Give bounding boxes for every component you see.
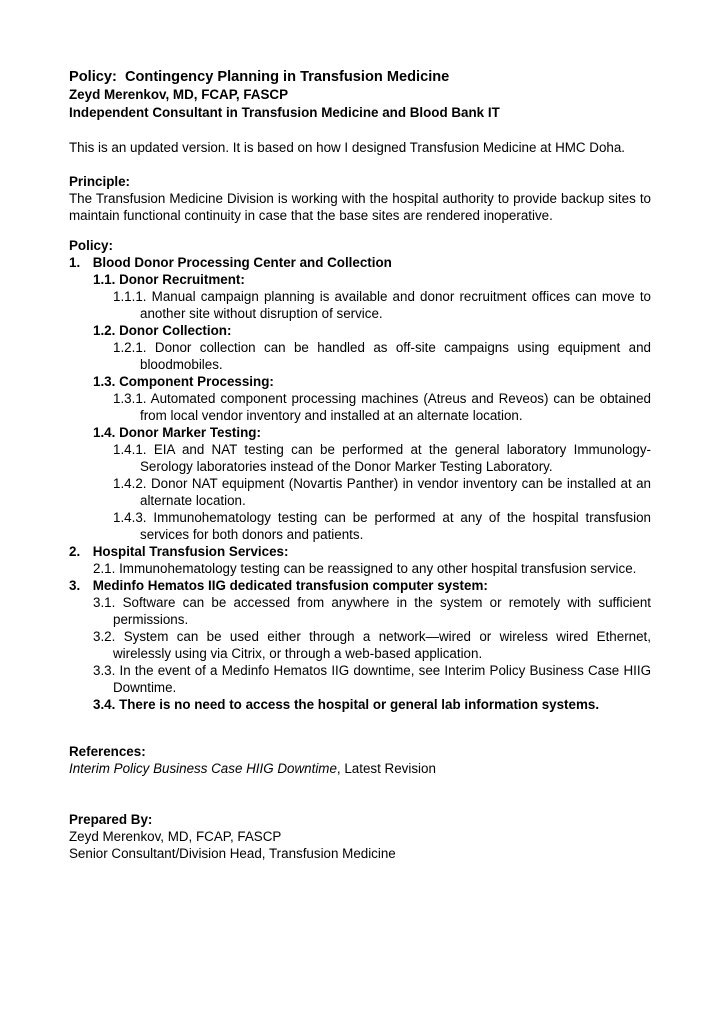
policy-item-number: 1.4.3.: [113, 510, 147, 525]
policy-item-text: System can be used either through a network—wired or wireless wired Ethernet, wirelessly using via Citrix, or through a web-based application.: [113, 629, 651, 661]
policy-item-number: 3.2.: [93, 629, 116, 644]
policy-item-text: EIA and NAT testing can be performed at the general laboratory Immunology-Serology laboratories instead of the Donor Marker Testing Laboratory.: [140, 442, 651, 474]
policy-item-3-3: [69, 662, 651, 696]
policy-item-number: 1.1.: [93, 272, 116, 287]
policy-item-text: Donor NAT equipment (Novartis Panther) in vendor inventory can be installed at an alternate location.: [140, 476, 651, 508]
reference-cited-title: Interim Policy Business Case HIIG Downtime: [69, 761, 337, 776]
document-content: [69, 68, 651, 862]
policy-item-number: 3.1.: [93, 595, 116, 610]
principle-text: The Transfusion Medicine Division is working with the hospital authority to provide backup sites to maintain functional continuity in case that the base sites are rendered inoperative.: [69, 191, 651, 223]
author-role: Independent Consultant in Transfusion Medicine and Blood Bank IT: [69, 105, 500, 120]
policy-item-text: Blood Donor Processing Center and Collection: [92, 255, 392, 270]
policy-item-text: Donor collection can be handled as off-site campaigns using equipment and bloodmobiles.: [140, 340, 651, 372]
policy-item-number: 1.3.: [93, 374, 116, 389]
policy-item-3-4: [69, 696, 651, 713]
policy-item-1-2: [69, 322, 651, 339]
policy-item-text: There is no need to access the hospital or general lab information systems.: [119, 697, 600, 712]
policy-item-number: 1.: [69, 255, 81, 270]
policy-item-number: 1.4.: [93, 425, 116, 440]
policy-item-text: Manual campaign planning is available and donor recruitment offices can move to another site without disruption of service.: [140, 289, 651, 321]
policy-item-text: Immunohematology testing can be reassigned to any other hospital transfusion service.: [119, 561, 637, 576]
policy-item-number: 3.3.: [93, 663, 116, 678]
policy-item-number: 1.4.1.: [113, 442, 147, 457]
principle-heading: Principle:: [69, 174, 131, 189]
policy-item-text: Hospital Transfusion Services:: [92, 544, 289, 559]
policy-heading: Policy:: [69, 238, 113, 253]
policy-item-number: 2.1.: [93, 561, 116, 576]
policy-item-text: Component Processing:: [119, 374, 274, 389]
prepared-by-name: Zeyd Merenkov, MD, FCAP, FASCP: [69, 829, 282, 844]
intro-paragraph: This is an updated version. It is based on how I designed Transfusion Medicine at HMC Doha.: [69, 140, 626, 155]
document-title: Policy: Contingency Planning in Transfusion Medicine: [69, 69, 450, 85]
policy-item-3-2: [69, 628, 651, 662]
reference-entry: [69, 760, 651, 777]
policy-item-text: Donor Recruitment:: [119, 272, 245, 287]
policy-item-1-4-1: [69, 441, 651, 475]
policy-item-1-4-2: [69, 475, 651, 509]
policy-item-1-3: [69, 373, 651, 390]
references-heading: References:: [69, 744, 146, 759]
policy-item-1-1: [69, 271, 651, 288]
policy-list: [69, 254, 651, 713]
policy-item-text: Donor Marker Testing:: [119, 425, 261, 440]
policy-item-number: 3.: [69, 578, 81, 593]
policy-item-number: 1.1.1.: [113, 289, 147, 304]
policy-item-text: Medinfo Hematos IIG dedicated transfusion computer system:: [92, 578, 488, 593]
policy-item-text: Donor Collection:: [119, 323, 232, 338]
policy-item-number: 1.2.1.: [113, 340, 147, 355]
policy-item-number: 2.: [69, 544, 81, 559]
policy-item-1-3-1: [69, 390, 651, 424]
policy-item-number: 1.3.1.: [113, 391, 147, 406]
policy-item-text: Immunohematology testing can be performed at any of the hospital transfusion services for both donors and patients.: [140, 510, 651, 542]
prepared-by-role: Senior Consultant/Division Head, Transfusion Medicine: [69, 846, 396, 861]
prepared-by-heading: Prepared By:: [69, 812, 153, 827]
policy-item-2-1: [69, 560, 651, 577]
policy-item-number: 3.4.: [93, 697, 116, 712]
policy-item-1-1-1: [69, 288, 651, 322]
policy-item-3-1: [69, 594, 651, 628]
policy-item-3: [69, 577, 651, 594]
policy-item-1-4: [69, 424, 651, 441]
policy-item-text: Software can be accessed from anywhere in the system or remotely with sufficient permissions.: [113, 595, 651, 627]
reference-suffix: , Latest Revision: [336, 761, 436, 776]
policy-item-1-2-1: [69, 339, 651, 373]
policy-item-number: 1.2.: [93, 323, 116, 338]
policy-item-2: [69, 543, 651, 560]
policy-item-1-4-3: [69, 509, 651, 543]
policy-item-number: 1.4.2.: [113, 476, 147, 491]
author-name: Zeyd Merenkov, MD, FCAP, FASCP: [69, 87, 289, 102]
policy-item-text: Automated component processing machines (Atreus and Reveos) can be obtained from local vendor inventory and installed at an alternate location.: [140, 391, 651, 423]
policy-item-text: In the event of a Medinfo Hematos IIG downtime, see Interim Policy Business Case HIIG Downtime.: [113, 663, 651, 695]
policy-item-1: [69, 254, 651, 271]
